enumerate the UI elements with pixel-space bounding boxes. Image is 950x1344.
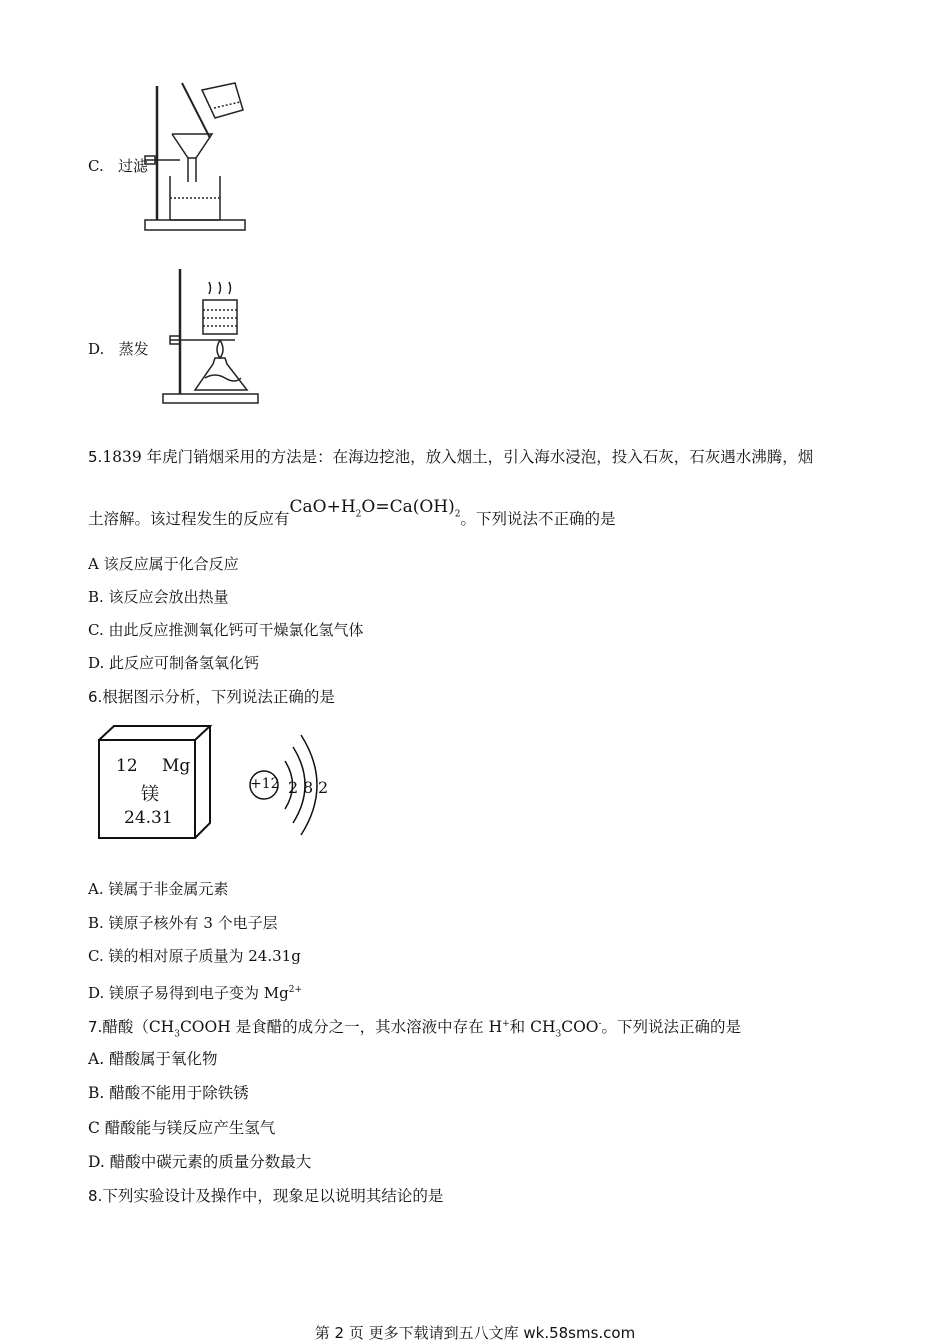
q5-stem-line1 [88,446,813,468]
formula-sub-2: 2 [454,509,461,520]
shell-2-electrons: 8 [303,778,314,797]
q7-option-c: C 醋酸能与镁反应产生氢气 [88,1119,276,1137]
q6-option-d [88,980,302,1003]
q7-stem-d: COO [561,1018,599,1037]
element-name: 镁 [141,784,159,805]
q5-reaction-formula [289,497,461,520]
q6-option-b: B. 镁原子核外有 3 个电子层 [88,914,278,932]
q8-stem [88,1185,443,1207]
formula-part-a: CaO+H [289,497,356,517]
element-symbol: Mg [162,756,191,776]
q5-option-b: B. 该反应会放出热量 [88,588,229,606]
q7-sup-ion: - [598,1019,602,1029]
q7-stem [88,1013,741,1045]
q6-option-d-sup: 2+ [288,985,303,995]
q5-number: 5. [88,448,103,466]
q4-option-c-label: C. [88,157,104,175]
q5-option-a: A 该反应属于化合反应 [88,555,239,573]
q4-option-c-text: 过滤 [118,157,149,175]
q7-stem-c: 和 CH [509,1018,556,1037]
q7-option-b: B. 醋酸不能用于除铁锈 [88,1084,249,1102]
evaporation-apparatus-diagram [155,266,260,411]
q6-option-c: C. 镁的相对原子质量为 24.31g [88,947,301,965]
q8-stem-text: 下列实验设计及操作中，现象足以说明其结论的是 [102,1187,444,1205]
shell-3-electrons: 2 [318,778,329,797]
q7-sub-b: 3 [555,1029,562,1040]
q6-stem-text: 根据图示分析，下列说法正确的是 [102,688,335,706]
q6-option-a: A. 镁属于非金属元素 [88,880,229,898]
page-footer: 第 2 页 更多下载请到五八文库 wk.58sms.com [314,1324,636,1342]
q6-number: 6. [88,688,103,706]
q7-stem-a: 醋酸（CH [102,1018,175,1037]
q7-number: 7. [88,1018,103,1037]
element-atomic-mass: 24.31 [124,808,173,828]
q5-line2-pre: 土溶解。该过程发生的反应有 [88,510,290,528]
q5-option-c: C. 由此反应推测氧化钙可干燥氯化氢气体 [88,621,364,639]
q7-stem-e: 。下列说法正确的是 [601,1018,742,1037]
q6-stem [88,686,335,708]
q5-line1-text: 1839 年虎门销烟采用的方法是：在海边挖池，放入烟土，引入海水浸泡，投入石灰，石灰遇水沸腾，烟 [102,448,814,466]
filtration-apparatus-diagram [140,78,255,238]
q6-option-d-text: D. 镁原子易得到电子变为 Mg [88,984,289,1002]
q8-number: 8. [88,1187,103,1205]
q7-sub-a: 3 [174,1029,180,1040]
q5-option-d: D. 此反应可制备氢氧化钙 [88,654,260,672]
q5-stem-line2 [88,497,616,537]
q4-option-d-text: 蒸发 [118,340,149,358]
formula-part-b: O=Ca(OH) [361,497,455,517]
q7-stem-b: COOH 是食醋的成分之一，其水溶液中存在 H [179,1018,503,1037]
q7-option-a: A. 醋酸属于氧化物 [88,1050,218,1068]
q4-option-d [88,339,149,359]
q4-option-d-label: D. [88,340,105,358]
nucleus-charge: +12 [250,776,280,792]
element-atomic-number: 12 [116,756,138,776]
shell-1-electrons: 2 [288,778,299,797]
formula-sub-1: 2 [355,509,362,520]
q7-option-d: D. 醋酸中碳元素的质量分数最大 [88,1153,312,1171]
q7-sup-h: + [502,1019,510,1029]
q5-line2-post: 。下列说法不正确的是 [460,510,616,528]
